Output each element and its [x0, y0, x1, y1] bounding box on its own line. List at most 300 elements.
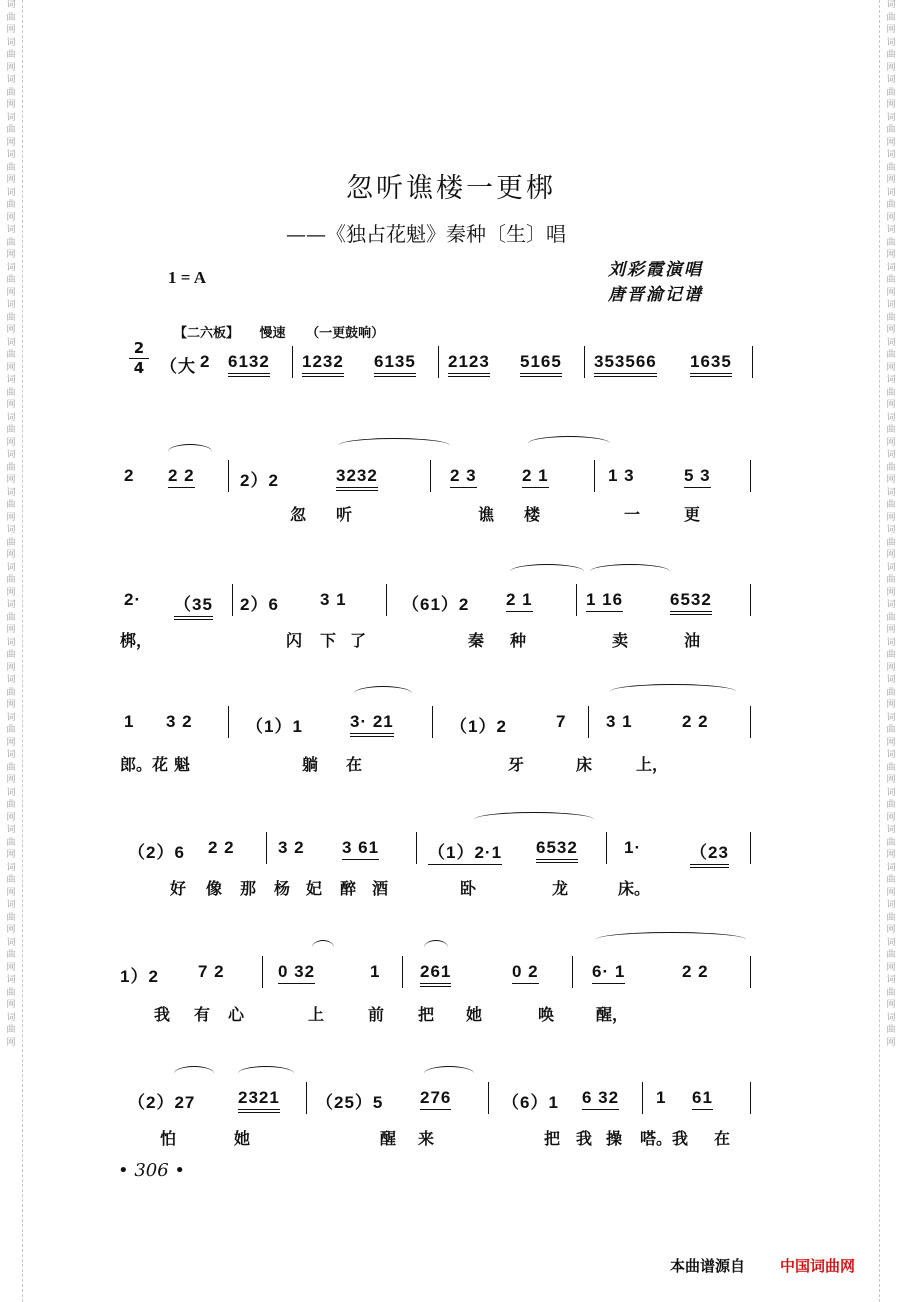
barline [402, 956, 403, 988]
barline [752, 346, 753, 378]
note: 1· [624, 838, 642, 857]
lyric: 她 [234, 1129, 251, 1148]
tempo-marking [174, 322, 400, 341]
note: 6· 1 [592, 962, 625, 984]
note: 1 [124, 712, 135, 731]
lyric: 有 [194, 1005, 211, 1024]
watermark-glyph: 曲 [6, 537, 16, 548]
watermark-glyph: 曲 [6, 687, 16, 698]
lyric: 杨 [274, 879, 291, 898]
watermark-glyph: 曲 [886, 800, 896, 810]
note: 6135 [374, 352, 416, 377]
lyric: 我 [576, 1129, 593, 1148]
watermark-glyph: 网 [6, 100, 16, 110]
watermark-glyph: 词 [6, 450, 16, 460]
lyric: 牙 [508, 755, 525, 774]
watermark-glyph: 词 [6, 187, 16, 198]
note: 2）6 [240, 595, 279, 614]
note: 2 1 [506, 590, 533, 612]
lyric: 把 [544, 1129, 561, 1148]
watermark-glyph: 网 [886, 287, 896, 298]
watermark-glyph: 曲 [6, 650, 16, 660]
watermark-glyph: 网 [886, 362, 896, 373]
watermark-glyph: 词 [6, 487, 16, 498]
watermark-glyph: 词 [886, 487, 896, 498]
watermark-glyph: 网 [6, 850, 16, 860]
lyric: 上， [636, 755, 669, 774]
lyrics-line-3 [110, 628, 760, 650]
watermark-glyph: 词 [6, 600, 16, 610]
barline [306, 1082, 307, 1114]
note: 6132 [228, 352, 270, 377]
slur [168, 444, 212, 459]
watermark-glyph: 曲 [886, 237, 896, 248]
watermark-glyph: 网 [886, 175, 896, 185]
watermark-glyph: 词 [886, 412, 896, 423]
note: 2 2 [208, 838, 235, 857]
note: 3 2 [166, 712, 193, 731]
watermark-glyph: 词 [886, 862, 896, 873]
watermark-glyph: 网 [886, 625, 896, 635]
watermark-glyph: 词 [886, 712, 896, 723]
watermark-glyph: 曲 [6, 162, 16, 173]
drum-note: （一更鼓响） [306, 326, 385, 341]
barline [266, 832, 267, 864]
note: 2 2 [682, 712, 709, 731]
note: （23 [690, 838, 729, 868]
watermark-glyph: 曲 [886, 125, 896, 135]
key-signature: 1 = A [168, 268, 207, 287]
watermark-glyph: 网 [886, 62, 896, 73]
watermark-glyph: 曲 [886, 837, 896, 848]
watermark-glyph: 词 [6, 300, 16, 310]
lyric: 闪 [286, 631, 303, 650]
barline [584, 346, 585, 378]
lyrics-line-5 [110, 876, 760, 898]
note: 1 16 [586, 590, 623, 612]
slur [312, 940, 334, 955]
watermark-glyph: 曲 [886, 312, 896, 323]
watermark-glyph: 网 [886, 212, 896, 223]
note: 2 [124, 466, 135, 485]
lyric: 嗒。我 [640, 1129, 689, 1148]
watermark-glyph: 网 [6, 512, 16, 523]
lyric: 梆， [120, 631, 153, 650]
watermark-glyph: 词 [6, 112, 16, 123]
lyric: 好 [170, 879, 187, 898]
watermark-glyph: 词 [886, 37, 896, 48]
watermark-glyph: 曲 [886, 87, 896, 98]
watermark-glyph: 词 [6, 0, 16, 10]
notation-line-3 [110, 590, 760, 630]
watermark-glyph: 网 [886, 887, 896, 898]
watermark-glyph: 词 [6, 337, 16, 348]
watermark-glyph: 网 [6, 287, 16, 298]
lyric: 床。 [618, 879, 651, 898]
lyric: 更 [684, 505, 701, 524]
watermark-glyph: 曲 [886, 875, 896, 885]
lyric: 一 [624, 505, 641, 524]
watermark-glyph: 网 [6, 175, 16, 185]
lyric: 种 [510, 631, 527, 650]
watermark-glyph: 词 [886, 0, 896, 10]
watermark-glyph: 曲 [886, 612, 896, 623]
lyric: 卖 [612, 631, 629, 650]
barline [750, 956, 751, 988]
watermark-glyph: 网 [886, 1037, 896, 1048]
barline [750, 1082, 751, 1114]
watermark-glyph: 词 [6, 675, 16, 685]
watermark-glyph: 曲 [886, 725, 896, 735]
lyric: 谯 [478, 505, 495, 524]
watermark-glyph: 词 [886, 637, 896, 648]
note: （2）6 [128, 843, 185, 862]
watermark-glyph: 网 [886, 550, 896, 560]
note: （1）2·1 [428, 838, 502, 865]
watermark-glyph: 曲 [6, 1025, 16, 1035]
watermark-glyph: 网 [886, 400, 896, 410]
lyric: 油 [684, 631, 701, 650]
watermark-glyph: 曲 [6, 762, 16, 773]
note: （61）2 [402, 595, 470, 614]
watermark-glyph: 曲 [886, 275, 896, 285]
slur [424, 1066, 474, 1081]
watermark-glyph: 词 [6, 937, 16, 948]
lyric: 上 [308, 1005, 325, 1024]
note: （1）1 [246, 717, 303, 736]
watermark-glyph: 曲 [6, 837, 16, 848]
watermark-glyph: 网 [886, 962, 896, 973]
watermark-glyph: 网 [6, 625, 16, 635]
watermark-glyph: 词 [886, 262, 896, 273]
watermark-glyph: 曲 [6, 987, 16, 998]
footer-site-link[interactable]: 中国词曲网 [780, 1257, 856, 1275]
time-signature-top: 2 [133, 339, 145, 357]
lyric: 了 [350, 631, 367, 650]
watermark-glyph: 曲 [6, 87, 16, 98]
lyric: 醒 [380, 1129, 397, 1148]
note: 353566 [594, 352, 657, 377]
watermark-glyph: 词 [886, 300, 896, 310]
watermark-glyph: 网 [6, 325, 16, 335]
notation-line-1 [110, 352, 760, 392]
note: 2321 [238, 1088, 280, 1113]
watermark-glyph: 网 [6, 137, 16, 148]
banshi-label: 【二六板】 [174, 326, 240, 341]
note: 6 32 [582, 1088, 619, 1110]
lyric: 躺 [302, 755, 319, 774]
notation-line-6 [110, 962, 760, 1002]
note: 7 [556, 712, 567, 731]
lyric: 酒 [372, 879, 389, 898]
lyrics-line-4 [110, 752, 760, 774]
watermark-glyph: 曲 [6, 425, 16, 435]
lyric: 像 [206, 879, 223, 898]
watermark-glyph: 曲 [886, 500, 896, 510]
watermark-glyph: 词 [6, 262, 16, 273]
watermark-glyph: 曲 [6, 125, 16, 135]
lyric: 醉 [340, 879, 357, 898]
note: 1 3 [608, 466, 635, 485]
lyric: 下 [320, 631, 337, 650]
notation-line-7 [110, 1088, 760, 1128]
watermark-glyph: 词 [886, 337, 896, 348]
note: 2 2 [168, 466, 195, 488]
lyric: 怕 [160, 1129, 177, 1148]
watermark-glyph: 词 [6, 862, 16, 873]
watermark-glyph: 曲 [6, 800, 16, 810]
slur [510, 564, 584, 579]
watermark-glyph: 词 [6, 975, 16, 985]
watermark-glyph: 曲 [886, 1025, 896, 1035]
watermark-glyph: 词 [6, 562, 16, 573]
watermark-glyph: 网 [886, 850, 896, 860]
watermark-glyph: 网 [886, 137, 896, 148]
watermark-glyph: 词 [6, 375, 16, 385]
watermark-glyph: 曲 [886, 387, 896, 398]
watermark-glyph: 网 [886, 325, 896, 335]
watermark-glyph: 词 [6, 525, 16, 535]
watermark-glyph: 网 [886, 662, 896, 673]
watermark-glyph: 词 [6, 75, 16, 85]
watermark-glyph: 曲 [6, 350, 16, 360]
lyric: 妃 [306, 879, 323, 898]
watermark-glyph: 网 [886, 250, 896, 260]
watermark-glyph: 网 [6, 437, 16, 448]
lyrics-line-2 [110, 502, 760, 524]
page-number: • 306 • [118, 1160, 186, 1181]
note: 1 [656, 1088, 667, 1107]
lyric: 她 [466, 1005, 483, 1024]
watermark-glyph: 曲 [6, 275, 16, 285]
watermark-glyph: 曲 [6, 237, 16, 248]
lyric: 床 [576, 755, 593, 774]
watermark-glyph: 词 [6, 37, 16, 48]
note: 2· [124, 590, 142, 609]
watermark-glyph: 曲 [886, 350, 896, 360]
watermark-glyph: 网 [886, 25, 896, 35]
note: 1232 [302, 352, 344, 377]
barline [594, 460, 595, 492]
note: （25）5 [316, 1093, 384, 1112]
barline [232, 584, 233, 616]
lyric: 唤 [538, 1005, 555, 1024]
watermark-glyph: 词 [886, 675, 896, 685]
watermark-glyph: 词 [886, 187, 896, 198]
slur [474, 812, 594, 827]
watermark-glyph: 曲 [886, 537, 896, 548]
watermark-glyph: 词 [886, 900, 896, 910]
watermark-glyph: 网 [6, 362, 16, 373]
watermark-glyph: 网 [886, 1000, 896, 1010]
watermark-glyph: 网 [6, 475, 16, 485]
note: 1 [370, 962, 381, 981]
note: 6532 [670, 590, 712, 615]
watermark-glyph: 曲 [6, 575, 16, 585]
note: （6）1 [502, 1093, 559, 1112]
lyric: 在 [346, 755, 363, 774]
note: （35 [174, 590, 213, 620]
barline [750, 460, 751, 492]
watermark-glyph: 词 [886, 937, 896, 948]
lyric: 卧 [460, 879, 477, 898]
slur [610, 684, 736, 699]
note: 3 2 [278, 838, 305, 857]
watermark-glyph: 曲 [6, 950, 16, 960]
note: 0 2 [512, 962, 539, 984]
note: 261 [420, 962, 451, 987]
watermark-glyph: 网 [6, 700, 16, 710]
note: 3 1 [606, 712, 633, 731]
barline [606, 832, 607, 864]
watermark-glyph: 网 [6, 775, 16, 785]
watermark-glyph: 网 [886, 925, 896, 935]
watermark-glyph: 词 [6, 787, 16, 798]
lyric: 把 [418, 1005, 435, 1024]
watermark-glyph: 词 [886, 75, 896, 85]
watermark-glyph: 曲 [6, 500, 16, 510]
lyric: 魁 [174, 755, 191, 774]
note: 5165 [520, 352, 562, 377]
watermark-glyph: 网 [6, 250, 16, 260]
note: 3· 21 [350, 712, 394, 737]
performer: 刘彩霞演唱 [608, 260, 703, 280]
watermark-glyph: 网 [6, 887, 16, 898]
time-signature-bottom: 4 [133, 359, 145, 377]
watermark-glyph: 网 [886, 775, 896, 785]
note: 3 1 [320, 590, 347, 609]
watermark-glyph: 网 [6, 737, 16, 748]
watermark-glyph: 曲 [6, 875, 16, 885]
watermark-glyph: 词 [886, 150, 896, 160]
watermark-glyph: 曲 [886, 687, 896, 698]
watermark-glyph: 词 [6, 412, 16, 423]
barline [438, 346, 439, 378]
watermark-glyph: 曲 [6, 612, 16, 623]
lyric: 那 [240, 879, 257, 898]
watermark-glyph: 词 [6, 825, 16, 835]
note: （1）2 [450, 717, 507, 736]
note: 1635 [690, 352, 732, 377]
watermark-glyph: 网 [6, 212, 16, 223]
barline [432, 706, 433, 738]
watermark-glyph: 网 [6, 587, 16, 598]
barline [750, 584, 751, 616]
barline [386, 584, 387, 616]
note: 2 3 [450, 466, 477, 488]
watermark-glyph: 曲 [886, 987, 896, 998]
note: （大 [160, 357, 196, 376]
watermark-glyph: 网 [6, 62, 16, 73]
note: 2 2 [682, 962, 709, 981]
watermark-glyph: 词 [6, 1012, 16, 1023]
lyric: 醒， [596, 1005, 629, 1024]
lyric: 秦 [468, 631, 485, 650]
barline [430, 460, 431, 492]
watermark-glyph: 曲 [886, 50, 896, 60]
transcriber: 唐晋渝记谱 [608, 285, 703, 305]
lyric: 前 [368, 1005, 385, 1024]
note: 2 1 [522, 466, 549, 488]
watermark-glyph: 词 [6, 900, 16, 910]
barline [588, 706, 589, 738]
watermark-glyph: 曲 [886, 912, 896, 923]
watermark-glyph: 词 [886, 825, 896, 835]
watermark-glyph: 词 [886, 112, 896, 123]
watermark-glyph: 词 [886, 1012, 896, 1023]
watermark-glyph: 词 [886, 562, 896, 573]
note: 0 32 [278, 962, 315, 984]
watermark-glyph: 网 [6, 550, 16, 560]
barline [488, 1082, 489, 1114]
watermark-glyph: 词 [6, 712, 16, 723]
watermark-glyph: 词 [886, 750, 896, 760]
lyrics-line-6 [110, 1002, 760, 1024]
watermark-glyph: 网 [6, 812, 16, 823]
watermark-glyph: 曲 [886, 950, 896, 960]
note: 6532 [536, 838, 578, 863]
watermark-glyph: 网 [886, 812, 896, 823]
watermark-glyph: 词 [886, 225, 896, 235]
watermark-glyph: 网 [6, 962, 16, 973]
lyric: 楼 [524, 505, 541, 524]
watermark-glyph: 词 [6, 225, 16, 235]
slur [424, 940, 448, 955]
note: 2）2 [240, 471, 279, 490]
barline [642, 1082, 643, 1114]
watermark-glyph: 词 [886, 787, 896, 798]
barline [750, 706, 751, 738]
note: 2 [200, 352, 211, 371]
watermark-glyph: 曲 [886, 12, 896, 23]
speed-label: 慢速 [259, 326, 286, 341]
watermark-glyph: 词 [6, 750, 16, 760]
barline [750, 832, 751, 864]
watermark-glyph: 曲 [886, 425, 896, 435]
barline [292, 346, 293, 378]
watermark-glyph: 曲 [6, 725, 16, 735]
watermark-glyph: 网 [886, 737, 896, 748]
watermark-glyph: 曲 [6, 912, 16, 923]
lyric: 心 [228, 1005, 245, 1024]
watermark-glyph: 曲 [886, 575, 896, 585]
note: （2）27 [128, 1093, 196, 1112]
lyric: 在 [714, 1129, 731, 1148]
watermark-glyph: 曲 [886, 162, 896, 173]
slur [354, 686, 412, 701]
watermark-glyph: 词 [886, 975, 896, 985]
watermark-glyph: 词 [6, 637, 16, 648]
watermark-glyph: 曲 [6, 12, 16, 23]
watermark-glyph: 网 [886, 512, 896, 523]
footer-source-label: 本曲谱源自 [670, 1257, 746, 1275]
watermark-glyph: 词 [886, 375, 896, 385]
slur [528, 436, 610, 451]
barline [576, 584, 577, 616]
note: 5 3 [684, 466, 711, 488]
lyric: 忽 [290, 505, 307, 524]
note: 2123 [448, 352, 490, 377]
watermark-glyph: 词 [886, 525, 896, 535]
barline [228, 460, 229, 492]
watermark-glyph: 曲 [6, 462, 16, 473]
watermark-glyph: 网 [886, 100, 896, 110]
watermark-glyph: 网 [886, 437, 896, 448]
note: 1）2 [120, 967, 159, 986]
watermark-glyph: 曲 [886, 462, 896, 473]
lyric: 郎。花 [120, 755, 169, 774]
barline [228, 706, 229, 738]
